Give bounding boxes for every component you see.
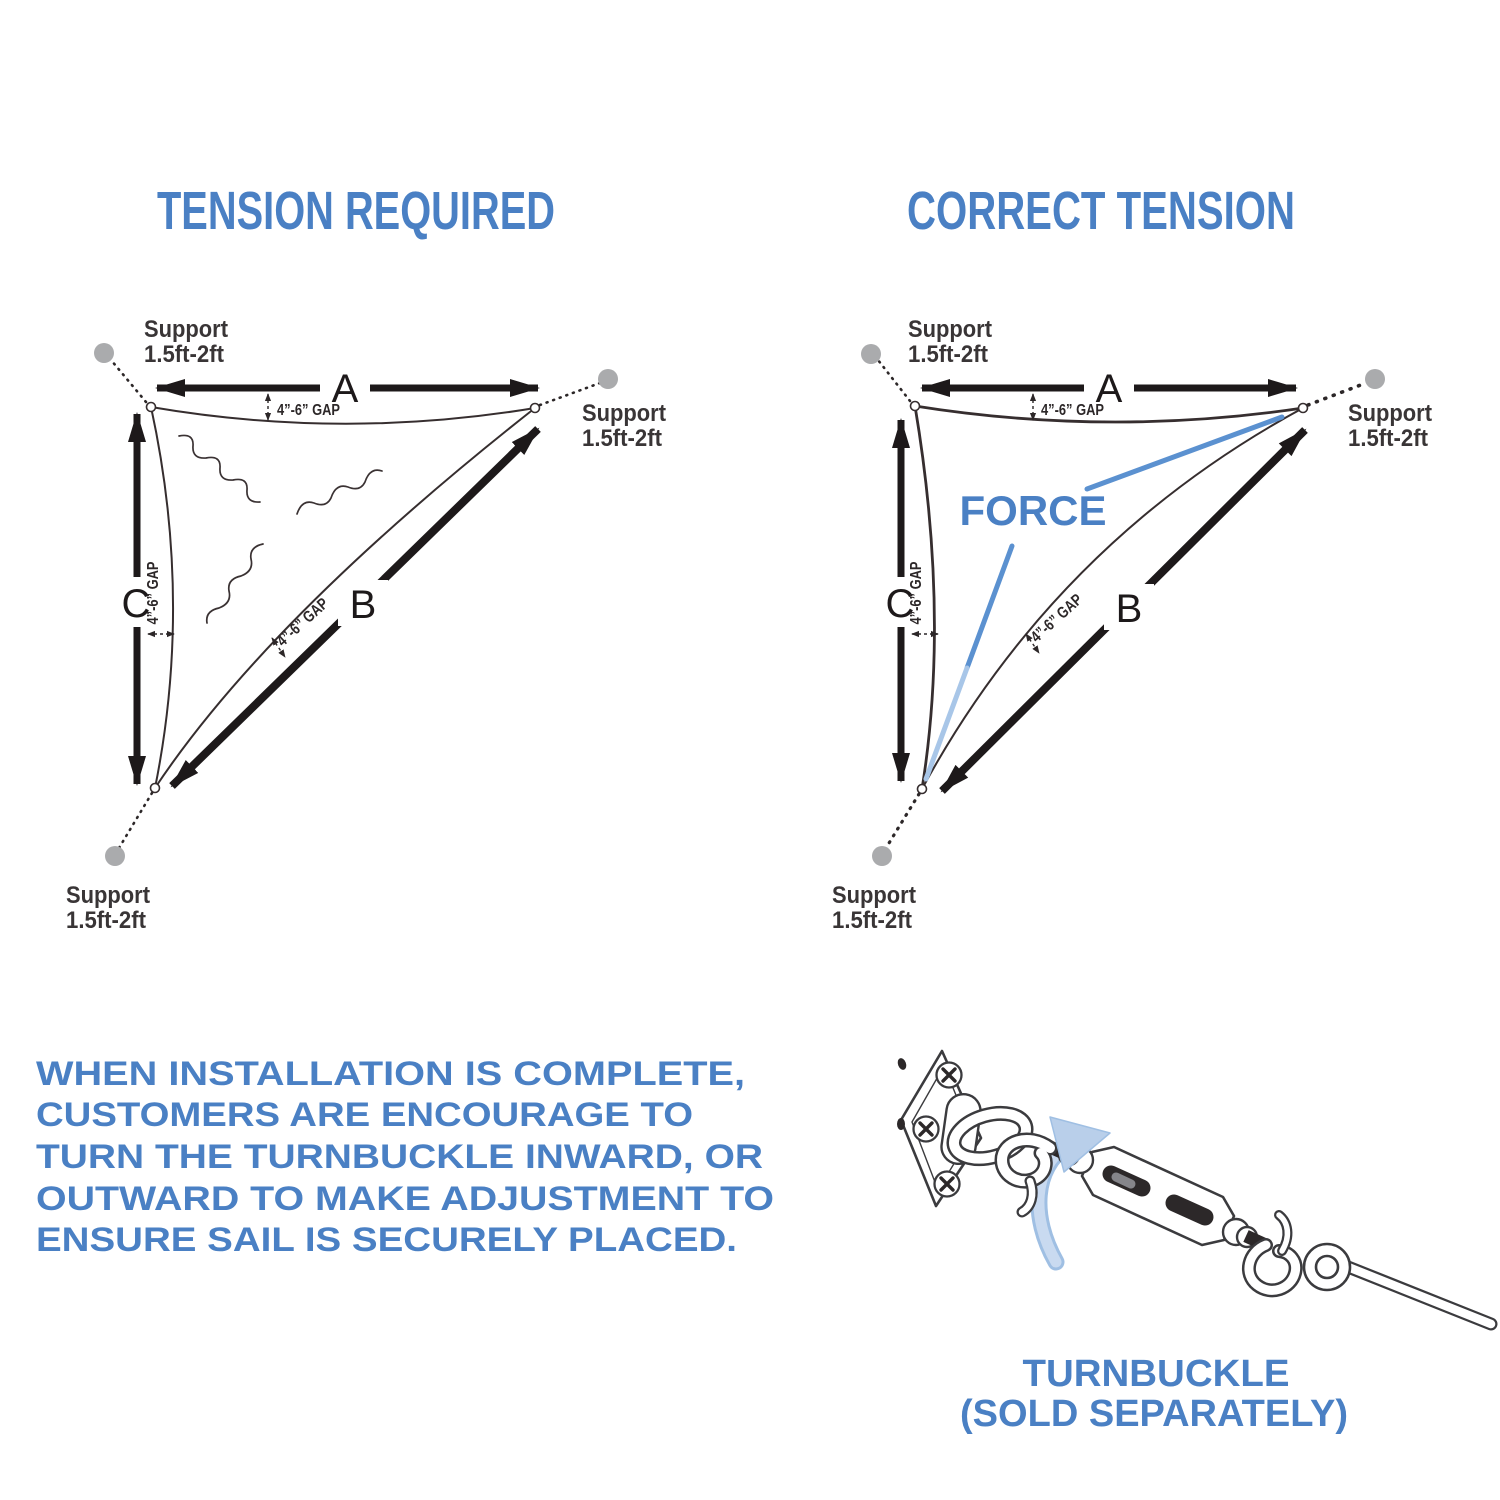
corner-grommet <box>918 785 927 794</box>
plate-side-screw <box>897 1118 905 1130</box>
phillips-screw <box>935 1172 960 1197</box>
wrinkle-squiggle <box>207 544 263 623</box>
gap-label-top: 4”-6” GAP <box>1041 402 1105 419</box>
footer-line-3: TURN THE TURNBUCKLE INWARD, OR <box>36 1138 763 1176</box>
turnbuckle-body <box>1082 1147 1234 1245</box>
gap-label-hypotenuse: 4”-6” GAP <box>1027 581 1098 647</box>
support-anchor-dot <box>105 846 125 866</box>
turnbuckle-caption <box>960 1353 1348 1435</box>
svg-text:1.5ft-2ft: 1.5ft-2ft <box>66 907 147 934</box>
gap-label-hypotenuse: 4”-6” GAP <box>273 585 344 651</box>
turnbuckle-illustration <box>896 1051 1491 1324</box>
gap-label-left: 4”-6” GAP <box>908 546 925 625</box>
cable-ring-hole <box>1316 1256 1338 1278</box>
footer-line-4: OUTWARD TO MAKE ADJUSTMENT TO <box>36 1180 774 1218</box>
support-label-top-left <box>144 316 228 368</box>
support-label-bottom <box>66 882 150 934</box>
force-line-lower <box>967 546 1012 668</box>
svg-text:1.5ft-2ft: 1.5ft-2ft <box>582 425 663 452</box>
support-anchor-dot <box>872 846 892 866</box>
corner-grommet <box>147 403 156 412</box>
corner-grommet <box>911 402 920 411</box>
side-a-label: A <box>1095 367 1123 411</box>
cable-rod-fill <box>1333 1261 1491 1324</box>
footer-line-5: ENSURE SAIL IS SECURELY PLACED. <box>36 1221 738 1259</box>
phillips-screw <box>914 1117 939 1142</box>
svg-text:1.5ft-2ft: 1.5ft-2ft <box>832 907 913 934</box>
footer-line-1: WHEN INSTALLATION IS COMPLETE, <box>36 1055 745 1093</box>
svg-text:1.5ft-2ft: 1.5ft-2ft <box>908 341 989 368</box>
support-anchor-dot <box>1365 369 1385 389</box>
support-tether <box>878 360 910 401</box>
svg-text:Support: Support <box>144 316 229 343</box>
svg-text:Support: Support <box>832 882 917 909</box>
side-a-label: A <box>331 367 359 411</box>
svg-text:1.5ft-2ft: 1.5ft-2ft <box>144 341 225 368</box>
right-diagram <box>832 181 1432 934</box>
svg-text:Support: Support <box>582 400 667 427</box>
support-tether <box>111 360 146 402</box>
support-tether <box>119 793 152 848</box>
plate-side-screw <box>896 1057 908 1071</box>
footer-line-2: CUSTOMERS ARE ENCOURAGE TO <box>36 1096 693 1134</box>
left-title: TENSION REQUIRED <box>157 181 555 241</box>
svg-text:1.5ft-2ft: 1.5ft-2ft <box>1348 425 1429 452</box>
turnbuckle-caption-line1: TURNBUCKLE <box>1022 1353 1290 1395</box>
support-label-bottom <box>832 882 916 934</box>
side-b-label: B <box>349 583 377 627</box>
side-c-label: C <box>885 582 915 626</box>
turnbuckle-pin <box>1116 1177 1131 1184</box>
support-anchor-dot <box>94 343 114 363</box>
support-anchor-dot <box>861 344 881 364</box>
support-label-top-right <box>582 400 666 452</box>
wrinkle-squiggle <box>179 435 260 502</box>
phillips-screw <box>937 1063 962 1088</box>
left-diagram <box>66 181 666 934</box>
gap-label-top: 4”-6” GAP <box>277 402 341 419</box>
corner-grommet <box>151 784 160 793</box>
side-b-label: B <box>1115 587 1143 631</box>
support-label-top-left <box>908 316 992 368</box>
wrinkle-squiggle <box>297 470 382 514</box>
footer-instructions <box>36 1055 774 1259</box>
corner-grommet <box>531 404 540 413</box>
support-anchor-dot <box>598 369 618 389</box>
side-c-label: C <box>121 582 151 626</box>
svg-text:Support: Support <box>908 316 993 343</box>
svg-text:Support: Support <box>66 882 151 909</box>
support-tether <box>886 794 919 848</box>
support-label-top-right <box>1348 400 1432 452</box>
gap-label-left: 4”-6” GAP <box>145 546 162 625</box>
force-label: FORCE <box>959 487 1107 534</box>
corner-grommet <box>1299 404 1308 413</box>
turnbuckle-caption-line2: (SOLD SEPARATELY) <box>960 1393 1348 1435</box>
svg-text:Support: Support <box>1348 400 1433 427</box>
right-title: CORRECT TENSION <box>907 181 1295 241</box>
